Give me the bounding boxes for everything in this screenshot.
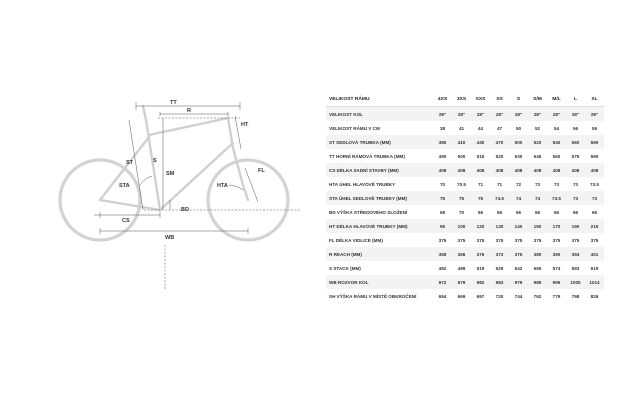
table-cell: 28"	[509, 107, 528, 122]
table-header-cell: S	[509, 92, 528, 107]
table-cell: 375	[476, 237, 485, 243]
table-cell: 555	[533, 265, 542, 271]
table-cell: 520	[495, 153, 504, 159]
table-row	[326, 135, 604, 149]
table-cell: 100	[452, 219, 471, 233]
table-cell: 66	[515, 209, 522, 215]
table-cell: 66	[572, 209, 579, 215]
table-cell: 73	[534, 181, 541, 187]
table-header-cell: XS	[490, 92, 509, 107]
table-cell: 170	[547, 219, 566, 233]
table-cell: 779	[552, 293, 561, 299]
table-cell: 54	[553, 125, 560, 131]
table-row	[326, 191, 604, 205]
table-cell: 74	[509, 191, 528, 205]
table-cell: 540	[547, 135, 566, 149]
label-cs: CS	[122, 218, 130, 224]
table-header-cell: XL	[585, 92, 604, 107]
table-cell: 375	[514, 237, 523, 243]
table-header-cell: VELIKOST RÁMU	[326, 92, 433, 107]
table-cell: 66	[553, 209, 560, 215]
table-row	[326, 205, 604, 219]
table-cell: 73	[572, 181, 579, 187]
table-body	[326, 107, 604, 304]
table-cell: 979	[509, 275, 528, 289]
row-label: CS DÉLKA ZADNÍ STAVBY (MM)	[326, 163, 433, 177]
table-cell: 720	[495, 293, 504, 299]
table-cell: 408	[528, 163, 547, 177]
table-cell: 28"	[566, 107, 585, 122]
table-cell: 95	[433, 219, 452, 233]
table-cell: 654	[438, 293, 447, 299]
table-cell: 575	[571, 153, 580, 159]
table-cell: 130	[490, 219, 509, 233]
table-cell: 995	[547, 275, 566, 289]
row-label: BD VÝŠKA STŘEDOVÉHO SLOŽENÍ	[329, 209, 408, 215]
table-cell: 66	[534, 209, 541, 215]
table-cell: 520	[528, 135, 547, 149]
table-cell: 375	[533, 237, 542, 243]
table-cell: 28"	[547, 107, 566, 122]
table-header-cell: 3XS	[452, 92, 471, 107]
table-row	[326, 121, 604, 135]
table-cell: 140	[509, 219, 528, 233]
row-label: HTA ÚHEL HLAVOVÉ TRUBKY	[329, 181, 396, 187]
label-wb: WB	[165, 235, 175, 241]
table-cell: 515	[476, 153, 485, 159]
label-r: R	[187, 108, 191, 114]
table-cell: 376	[471, 247, 490, 261]
table-cell: 408	[585, 163, 604, 177]
table-cell: 28"	[471, 107, 490, 122]
table-cell: 490	[438, 153, 447, 159]
table-cell: 71	[477, 181, 484, 187]
label-tt: TT	[170, 100, 177, 106]
table-cell: 44	[477, 125, 484, 131]
table-cell: 590	[585, 135, 604, 149]
table-cell: 380	[528, 247, 547, 261]
table-row	[326, 107, 604, 122]
table-cell: 499	[457, 265, 466, 271]
table-cell: 68	[439, 209, 446, 215]
table-cell: 70	[439, 181, 446, 187]
row-label: WB ROZVOR KOL	[326, 275, 433, 289]
seatpost	[143, 106, 146, 120]
row-label: HT DÉLKA HLAVOVÉ TRUBKY (MM)	[326, 219, 433, 233]
table-cell: 41	[458, 125, 465, 131]
table-cell: 66	[477, 209, 484, 215]
table-cell: 366	[452, 247, 471, 261]
table-row	[326, 247, 604, 261]
table-cell: 38	[439, 125, 446, 131]
table-row	[326, 177, 604, 191]
row-label: TT HORNÍ RÁMOVÁ TRUBKA (MM)	[329, 153, 405, 159]
label-s: S	[153, 158, 157, 164]
table-cell: 408	[547, 163, 566, 177]
table-cell: 375	[509, 247, 528, 261]
table-row	[326, 163, 604, 177]
table-cell: 492	[438, 265, 447, 271]
table-row	[326, 275, 604, 289]
table-cell: 74.5	[490, 191, 509, 205]
top-tube	[149, 118, 228, 135]
table-cell: 375	[495, 237, 504, 243]
table-cell: 500	[509, 135, 528, 149]
table-cell: 375	[438, 237, 447, 243]
table-cell: 72	[515, 181, 522, 187]
seat-stay	[100, 137, 149, 200]
label-bd: BD	[181, 207, 189, 213]
table-cell: 375	[457, 237, 466, 243]
row-label: STA ÚHEL SEDLOVÉ TRUBKY (MM)	[326, 191, 433, 205]
row-label: R REACH (MM)	[326, 247, 433, 261]
table-cell: 560	[552, 153, 561, 159]
fork	[233, 148, 248, 200]
table-header-row	[326, 92, 604, 107]
table-cell: 574	[552, 265, 561, 271]
table-cell: 52	[534, 125, 541, 131]
table-cell: 408	[452, 163, 471, 177]
table-cell: 408	[566, 163, 585, 177]
table-cell: 401	[585, 247, 604, 261]
table-cell: 59	[591, 125, 598, 131]
table-header-cell: L	[566, 92, 585, 107]
table-cell: 74	[528, 191, 547, 205]
table-row	[326, 233, 604, 247]
table-cell: 375	[552, 237, 561, 243]
table-cell: 358	[433, 247, 452, 261]
table-cell: 500	[457, 153, 466, 159]
table-cell: 590	[590, 153, 599, 159]
label-fl: FL	[258, 168, 265, 174]
table-cell: 56	[572, 125, 579, 131]
table-cell: 28"	[528, 107, 547, 122]
table-cell: 150	[528, 219, 547, 233]
table-cell: 120	[471, 219, 490, 233]
table-cell: 982	[471, 275, 490, 289]
table-cell: 542	[514, 265, 523, 271]
table-cell: 73	[585, 191, 604, 205]
table-cell: 73.5	[590, 181, 599, 187]
table-cell: 560	[566, 135, 585, 149]
table-cell: 66	[496, 209, 503, 215]
table-cell: 519	[476, 265, 485, 271]
label-hta: HTA	[217, 183, 228, 189]
label-sm: SM	[166, 171, 175, 177]
label-st: ST	[126, 160, 134, 166]
table-cell: 408	[471, 163, 490, 177]
row-label: FL DÉLKA VIDLICE (MM)	[329, 237, 383, 243]
row-label: SH VÝŠKA RÁMU V MÍSTĚ OBKROČENÍ	[329, 293, 417, 299]
table-cell: 744	[514, 293, 523, 299]
table-cell: 70	[458, 209, 465, 215]
table-cell: 410	[452, 135, 471, 149]
table-cell: 28"	[490, 107, 509, 122]
table-cell: 798	[571, 293, 580, 299]
table-header-cell: 4XS	[433, 92, 452, 107]
table-cell: 1014	[585, 275, 604, 289]
table-cell: 75	[452, 191, 471, 205]
table-cell: 73	[553, 181, 560, 187]
row-label: VELIKOST KOL	[326, 107, 433, 122]
table-cell: 979	[452, 275, 471, 289]
table-cell: 375	[571, 237, 580, 243]
table-row	[326, 289, 604, 303]
label-ht: HT	[241, 122, 249, 128]
table-row	[326, 149, 604, 163]
table-cell: 66	[591, 209, 598, 215]
table-cell: 470	[490, 135, 509, 149]
chain-stay	[100, 200, 160, 210]
table-cell: 28"	[433, 107, 452, 122]
table-cell: 373	[490, 247, 509, 261]
table-cell: 50	[515, 125, 522, 131]
table-cell: 762	[533, 293, 542, 299]
table-cell: 190	[566, 219, 585, 233]
table-cell: 73	[566, 191, 585, 205]
table-cell: 983	[490, 275, 509, 289]
table-cell: 669	[457, 293, 466, 299]
table-cell: 440	[471, 135, 490, 149]
table-cell: 380	[433, 135, 452, 149]
table-cell: 408	[490, 163, 509, 177]
table-cell: 619	[590, 265, 599, 271]
table-cell: 75	[471, 191, 490, 205]
table-cell: 1005	[566, 275, 585, 289]
table-cell: 28"	[585, 107, 604, 122]
table-cell: 529	[495, 265, 504, 271]
row-label: VELIKOST RÁMU V CM	[329, 125, 380, 131]
table-cell: 73.5	[547, 191, 566, 205]
table-header-cell: M/L	[547, 92, 566, 107]
table-cell: 215	[585, 219, 604, 233]
table-cell: 75	[433, 191, 452, 205]
table-row	[326, 219, 604, 233]
table-cell: 408	[433, 163, 452, 177]
table-cell: 47	[496, 125, 503, 131]
table-cell: 985	[528, 275, 547, 289]
table-cell: 375	[590, 237, 599, 243]
table-cell: 530	[514, 153, 523, 159]
table-row	[326, 261, 604, 275]
label-sta: STA	[119, 183, 130, 189]
table-cell: 826	[590, 293, 599, 299]
table-cell: 28"	[452, 107, 471, 122]
table-cell: 394	[566, 247, 585, 261]
table-header-cell: S/M	[528, 92, 547, 107]
row-label: ST SEDLOVÁ TRUBKA (MM)	[326, 135, 433, 149]
table-cell: 972	[433, 275, 452, 289]
table-cell: 71	[496, 181, 503, 187]
table-cell: 390	[547, 247, 566, 261]
geometry-table	[326, 92, 604, 303]
table-cell: 408	[509, 163, 528, 177]
table-cell: 697	[476, 293, 485, 299]
table-cell: 70.5	[457, 181, 466, 187]
table-cell: 593	[571, 265, 580, 271]
row-label: S STACK (MM)	[329, 265, 361, 271]
table-cell: 545	[533, 153, 542, 159]
table-header-cell: XXS	[471, 92, 490, 107]
